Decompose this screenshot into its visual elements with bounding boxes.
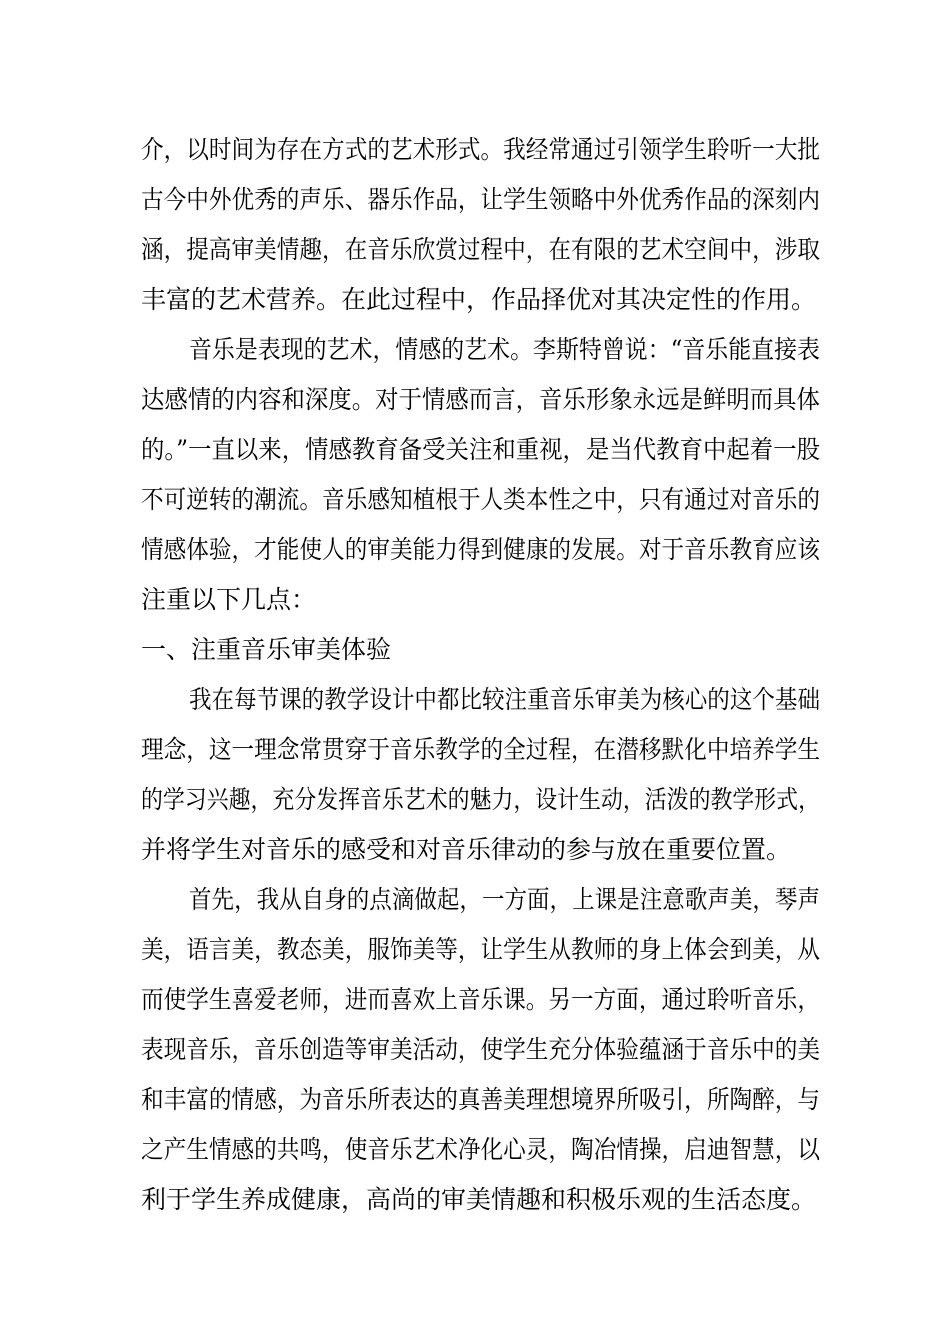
text-line-content: 美，语言美，教态美，服饰美等，让学生从教师的身上体会到美，从 xyxy=(141,935,820,964)
text-line xyxy=(0,975,950,1025)
text-line xyxy=(0,175,950,225)
text-line-content: 我在每节课的教学设计中都比较注重音乐审美为核心的这个基础 xyxy=(189,685,820,714)
text-line-content: 丰富的艺术营养。在此过程中，作品择优对其决定性的作用。 xyxy=(141,285,817,314)
text-line xyxy=(0,1025,950,1075)
text-line-content: 不可逆转的潮流。音乐感知植根于人类本性之中，只有通过对音乐的 xyxy=(141,485,820,514)
text-line xyxy=(0,825,950,875)
text-line-content: 涵，提高审美情趣，在音乐欣赏过程中，在有限的艺术空间中，涉取 xyxy=(141,235,820,264)
text-line xyxy=(0,725,950,775)
text-line xyxy=(0,1075,950,1125)
text-line-content: 理念，这一理念常贯穿于音乐教学的全过程，在潜移默化中培养学生 xyxy=(141,735,820,764)
text-line-content: 的学习兴趣，充分发挥音乐艺术的魅力，设计生动，活泼的教学形式， xyxy=(141,785,820,814)
paragraph-first-line xyxy=(0,675,950,725)
text-line-content: 介，以时间为存在方式的艺术形式。我经常通过引领学生聆听一大批 xyxy=(141,135,820,164)
text-line xyxy=(0,375,950,425)
section-heading xyxy=(0,625,950,675)
text-line xyxy=(0,525,950,575)
paragraph-first-line xyxy=(0,875,950,925)
text-line xyxy=(0,275,950,325)
text-line xyxy=(0,925,950,975)
text-line xyxy=(0,225,950,275)
text-line xyxy=(0,1175,950,1225)
text-line xyxy=(0,125,950,175)
text-line-content: 而使学生喜爱老师，进而喜欢上音乐课。另一方面，通过聆听音乐， xyxy=(141,985,820,1014)
text-line xyxy=(0,475,950,525)
text-line-content: 和丰富的情感，为音乐所表达的真善美理想境界所吸引，所陶醉，与 xyxy=(141,1085,820,1114)
text-line-content: 达感情的内容和深度。对于情感而言，音乐形象永远是鲜明而具体 xyxy=(141,385,820,414)
text-line xyxy=(0,775,950,825)
text-line-content: 并将学生对音乐的感受和对音乐律动的参与放在重要位置。 xyxy=(141,835,792,864)
text-line-content: 音乐是表现的艺术，情感的艺术。李斯特曾说：“音乐能直接表 xyxy=(189,335,820,364)
text-line-content: 情感体验，才能使人的审美能力得到健康的发展。对于音乐教育应该 xyxy=(141,535,820,564)
text-line-content: 的。”一直以来，情感教育备受关注和重视，是当代教育中起着一股 xyxy=(141,435,821,464)
paragraph-first-line xyxy=(0,325,950,375)
text-line-content: 首先，我从自身的点滴做起，一方面，上课是注意歌声美，琴声 xyxy=(189,885,820,914)
text-line xyxy=(0,1125,950,1175)
text-line-content: 一、注重音乐审美体验 xyxy=(141,635,392,664)
text-line xyxy=(0,575,950,625)
text-line-content: 古今中外优秀的声乐、器乐作品，让学生领略中外优秀作品的深刻内 xyxy=(141,185,820,214)
text-line-content: 表现音乐，音乐创造等审美活动，使学生充分体验蕴涵于音乐中的美 xyxy=(141,1035,820,1064)
text-line-content: 利于学生养成健康，高尚的审美情趣和积极乐观的生活态度。 xyxy=(141,1185,817,1214)
text-line-content: 之产生情感的共鸣，使音乐艺术净化心灵，陶冶情操，启迪智慧，以 xyxy=(141,1135,820,1164)
text-line-content: 注重以下几点： xyxy=(141,585,317,614)
text-line xyxy=(0,425,950,475)
